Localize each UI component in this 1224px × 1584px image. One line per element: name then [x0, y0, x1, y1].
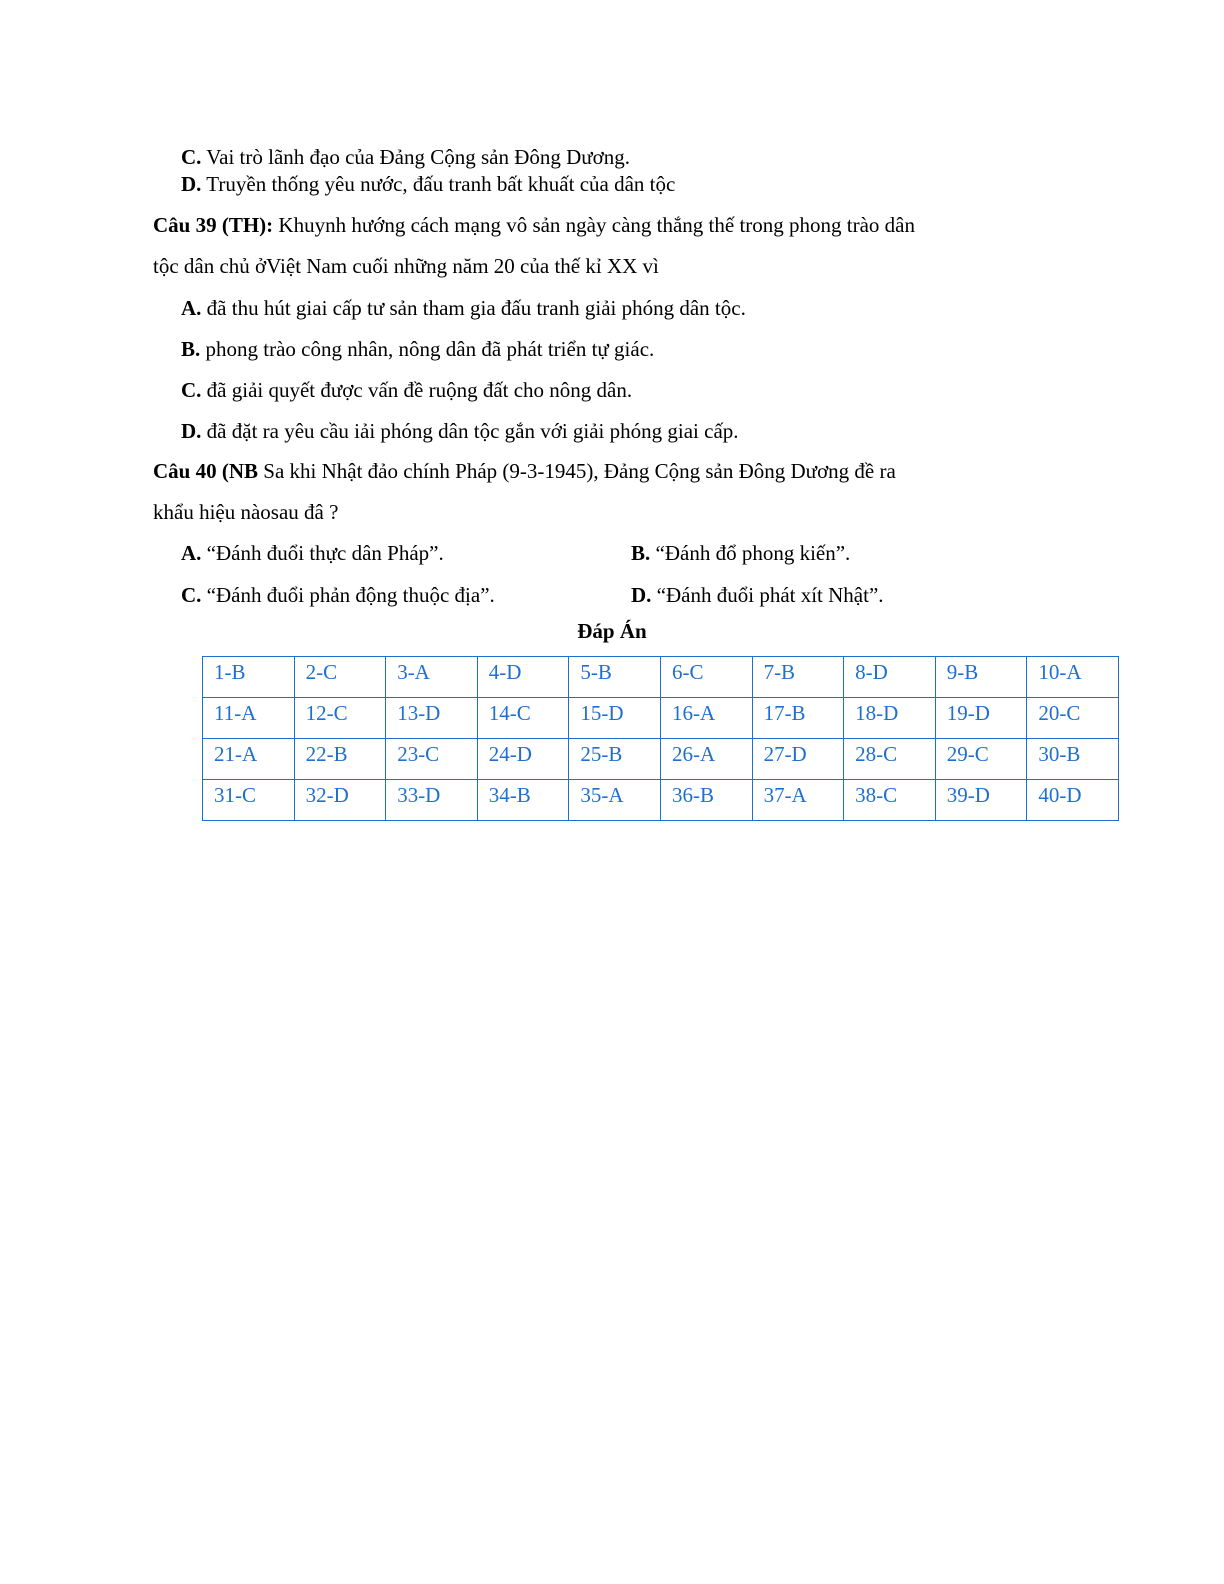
option-text: “Đánh đuổi phản động thuộc địa”.: [201, 583, 495, 607]
answer-cell: 32-D: [294, 780, 386, 821]
answer-key-table: [202, 656, 1119, 821]
answer-cell: 19-D: [935, 698, 1027, 739]
option-label: D.: [181, 419, 202, 443]
option-text: đã thu hút giai cấp tư sản tham gia đấu tranh giải phóng dân tộc.: [201, 296, 746, 320]
option-label: D.: [631, 583, 652, 607]
answer-cell: 30-B: [1027, 739, 1119, 780]
answer-cell: 26-A: [660, 739, 752, 780]
answer-cell: 25-B: [569, 739, 661, 780]
answer-cell: 9-B: [935, 657, 1027, 698]
q39-option-d: [181, 419, 739, 443]
answer-cell: 6-C: [660, 657, 752, 698]
answer-cell: 14-C: [477, 698, 569, 739]
q38-option-d: [181, 172, 675, 196]
option-text: Truyền thống yêu nước, đấu tranh bất khuất của dân tộc: [206, 172, 676, 196]
answer-cell: 38-C: [844, 780, 936, 821]
answer-cell: 20-C: [1027, 698, 1119, 739]
answer-cell: 11-A: [203, 698, 295, 739]
answer-cell: 23-C: [386, 739, 478, 780]
answer-cell: 4-D: [477, 657, 569, 698]
answer-cell: 36-B: [660, 780, 752, 821]
answer-cell: 12-C: [294, 698, 386, 739]
answer-cell: 3-A: [386, 657, 478, 698]
answer-cell: 28-C: [844, 739, 936, 780]
question-text: Sa khi Nhật đảo chính Pháp (9-3-1945), Đảng Cộng sản Đông Dương đề ra: [258, 459, 896, 483]
answer-cell: 10-A: [1027, 657, 1119, 698]
answer-cell: 35-A: [569, 780, 661, 821]
q39-stem-line2: tộc dân chủ ởViệt Nam cuối những năm 20 của thế kỉ XX vì: [153, 254, 659, 278]
answer-cell: 37-A: [752, 780, 844, 821]
q39-option-a: [181, 296, 746, 320]
answer-key-title: Đáp Án: [577, 619, 647, 643]
option-label: C.: [181, 378, 202, 402]
answer-cell: 39-D: [935, 780, 1027, 821]
table-row: [203, 698, 1119, 739]
answer-cell: 5-B: [569, 657, 661, 698]
q40-stem-line1: [153, 459, 896, 483]
option-text: đã đặt ra yêu cầu iải phóng dân tộc gắn với giải phóng giai cấp.: [201, 419, 739, 443]
option-label: D.: [181, 172, 202, 196]
table-row: [203, 657, 1119, 698]
answer-cell: 16-A: [660, 698, 752, 739]
option-label: B.: [631, 541, 651, 565]
option-text: “Đánh đuổi thực dân Pháp”.: [201, 541, 444, 565]
option-label: C.: [181, 583, 202, 607]
answer-cell: 1-B: [203, 657, 295, 698]
answer-cell: 7-B: [752, 657, 844, 698]
table-row: [203, 739, 1119, 780]
option-label: A.: [181, 296, 202, 320]
question-text: Khuynh hướng cách mạng vô sản ngày càng thắng thế trong phong trào dân: [273, 213, 916, 237]
q40-option-b: [631, 541, 850, 565]
question-label: Câu 40 (NB: [153, 459, 259, 483]
option-label: C.: [181, 145, 202, 169]
q38-option-c: [181, 145, 630, 169]
answer-cell: 40-D: [1027, 780, 1119, 821]
option-text: Vai trò lãnh đạo của Đảng Cộng sản Đông Dương.: [206, 145, 631, 169]
q40-option-a: [181, 541, 444, 565]
option-text: đã giải quyết được vấn đề ruộng đất cho nông dân.: [201, 378, 633, 402]
q40-stem-line2: khẩu hiệu nàosau đâ ?: [153, 500, 339, 524]
answer-cell: 17-B: [752, 698, 844, 739]
answer-cell: 21-A: [203, 739, 295, 780]
answer-cell: 27-D: [752, 739, 844, 780]
answer-cell: 2-C: [294, 657, 386, 698]
answer-cell: 13-D: [386, 698, 478, 739]
table-row: [203, 780, 1119, 821]
answer-cell: 18-D: [844, 698, 936, 739]
option-text: “Đánh đuổi phát xít Nhật”.: [651, 583, 884, 607]
answer-cell: 8-D: [844, 657, 936, 698]
q39-stem-line1: [153, 213, 915, 237]
answer-cell: 15-D: [569, 698, 661, 739]
answer-cell: 24-D: [477, 739, 569, 780]
question-label: Câu 39 (TH):: [153, 213, 274, 237]
option-label: A.: [181, 541, 202, 565]
option-label: B.: [181, 337, 201, 361]
q40-option-c: [181, 583, 495, 607]
option-text: “Đánh đổ phong kiến”.: [650, 541, 851, 565]
q40-option-d: [631, 583, 884, 607]
q39-option-c: [181, 378, 632, 402]
answer-cell: 33-D: [386, 780, 478, 821]
q39-option-b: [181, 337, 654, 361]
answer-cell: 34-B: [477, 780, 569, 821]
answer-cell: 29-C: [935, 739, 1027, 780]
answer-cell: 22-B: [294, 739, 386, 780]
answer-cell: 31-C: [203, 780, 295, 821]
option-text: phong trào công nhân, nông dân đã phát triển tự giác.: [200, 337, 655, 361]
